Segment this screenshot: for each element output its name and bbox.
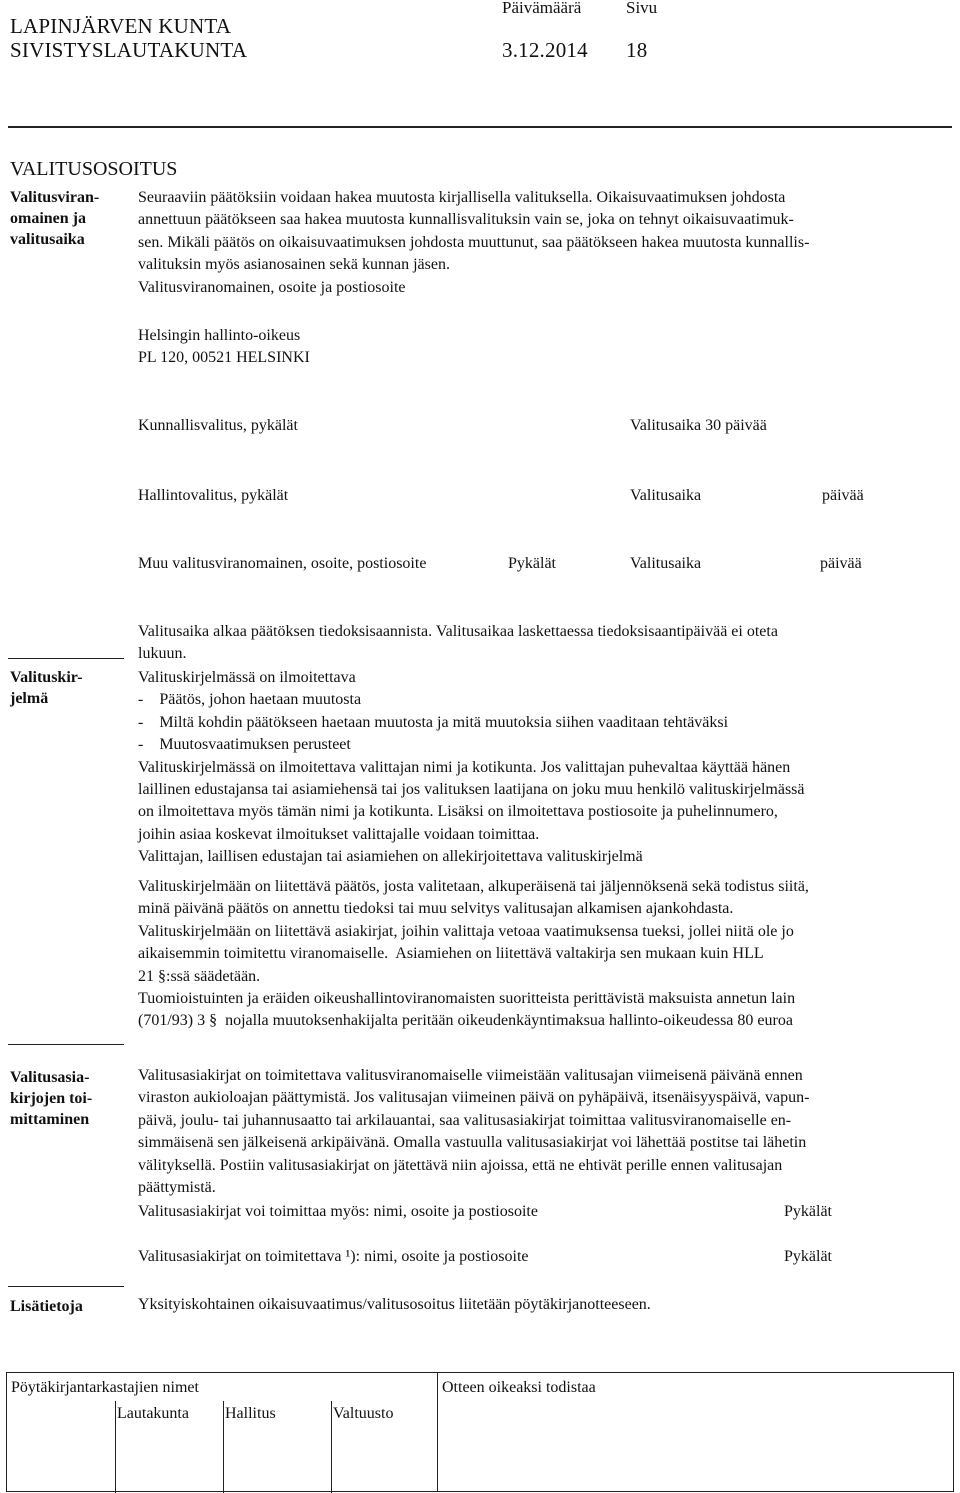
authority-text xyxy=(138,187,809,299)
section-title: VALITUSOSOITUS xyxy=(10,158,178,180)
text-line: Valittajan, laillisen edustajan tai asiamiehen on allekirjoitettava valituskirjelmä xyxy=(138,848,643,866)
section-divider xyxy=(8,658,124,659)
text-line: lukuun. xyxy=(138,645,187,663)
delivery-label-line: kirjojen toi- xyxy=(10,1090,93,1107)
appeal-letter-label-line: jelmä xyxy=(10,690,49,707)
appeal-period-note xyxy=(138,621,778,666)
delivery-text xyxy=(138,1065,809,1199)
certification-box xyxy=(437,1372,954,1492)
appeal-attachments-text xyxy=(138,876,809,1033)
authority-label-line: omainen ja xyxy=(10,210,86,227)
municipal-appeal-period: Valitusaika 30 päivää xyxy=(630,417,767,434)
delivery-alternative-label: Valitusasiakirjat voi toimittaa myös: nimi, osoite ja postiosoite xyxy=(138,1203,538,1220)
text-line: annettuun päätökseen saa hakea muutosta kunnallisvalituksin vain se, joka on tehnyt oikaisuvaatimuk- xyxy=(138,211,794,229)
administrative-appeal-period: Valitusaika xyxy=(630,487,702,504)
section-divider xyxy=(8,1286,124,1287)
text-line: Valituskirjelmässä on ilmoitettava valittajan nimi ja kotikunta. Jos valittajan puhevaltaa käyttää hänen xyxy=(138,758,791,776)
appeal-letter-label xyxy=(10,667,83,709)
delivery-required-label: Valitusasiakirjat on toimitettava ¹): nimi, osoite ja postiosoite xyxy=(138,1248,529,1265)
text-line: joihin asiaa koskevat ilmoitukset valittajalle voidaan toimittaa. xyxy=(138,825,540,843)
other-authority-period: Valitusaika xyxy=(630,555,702,572)
text-line: Tuomioistuinten ja eräiden oikeushallintoviranomaisten suoritteista perittävistä maksuista annetun lain xyxy=(138,990,796,1008)
text-line: valituksin myös asianosainen sekä kunnan jäsen. xyxy=(138,256,450,274)
delivery-label xyxy=(10,1067,92,1130)
delivery-alternative-sections: Pykälät xyxy=(784,1203,832,1220)
text-line: Valituskirjelmään on liitettävä asiakirjat, joihin valittaja vetoaa vaatimuksensa tueksi, jollei niitä ole jo xyxy=(138,922,794,940)
organization-name: LAPINJÄRVEN KUNTA xyxy=(10,14,232,38)
text-line: minä päivänä päätös on annettu tiedoksi tai muu selvitys valitusajan alkamisen ajankohdasta. xyxy=(138,900,734,918)
authority-label-line: Valitusviran- xyxy=(10,189,100,206)
text-line: viraston aukioloajan päättymistä. Jos valitusajan viimeinen päivä on pyhäpäivä, itsenäisyyspäivä, vapun- xyxy=(138,1089,810,1107)
header-divider xyxy=(8,126,952,128)
page-number: 18 xyxy=(626,38,648,62)
delivery-label-line: mittaminen xyxy=(10,1111,90,1128)
court-name: Helsingin hallinto-oikeus xyxy=(138,327,301,344)
additional-info-label: Lisätietoja xyxy=(10,1298,83,1315)
body-valtuusto: Valtuusto xyxy=(333,1405,394,1422)
column-divider xyxy=(331,1401,332,1493)
text-line: laillinen edustajansa tai asiamiehensä tai jos valituksen laatijana on joku muu henkilö valituskirjelmässä xyxy=(138,781,805,799)
administrative-appeal-label: Hallintovalitus, pykälät xyxy=(138,487,289,504)
other-authority-days: päivää xyxy=(820,555,862,572)
authority-label xyxy=(10,187,99,250)
text-line: Seuraaviin päätöksiin voidaan hakea muutosta kirjallisella valituksella. Oikaisuvaatimuksen johdosta xyxy=(138,189,786,206)
text-line: Valitusasiakirjat on toimitettava valitusviranomaiselle viimeistään valitusajan viimeisenä päivänä ennen xyxy=(138,1067,803,1084)
delivery-label-line: Valitusasia- xyxy=(10,1069,90,1086)
authority-label-line: valitusaika xyxy=(10,231,85,248)
column-divider xyxy=(115,1401,116,1493)
text-line: sen. Mikäli päätös on oikaisuvaatimuksen johdosta muuttunut, saa päätökseen hakea muutosta kunnallis- xyxy=(138,233,810,251)
other-authority-sections: Pykälät xyxy=(508,555,556,572)
body-lautakunta: Lautakunta xyxy=(117,1405,189,1422)
appeal-letter-label-line: Valituskir- xyxy=(10,669,83,686)
text-line: aikaisemmin toimitettu viranomaiselle. Asiamiehen on liitettävä valtakirja sen mukaan kuin HLL xyxy=(138,945,764,963)
list-item: - Miltä kohdin päätökseen haetaan muutosta ja mitä muutoksia siihen vaaditaan tehtäväksi xyxy=(138,713,729,731)
date-label: Päivämäärä xyxy=(502,0,582,17)
administrative-appeal-days: päivää xyxy=(822,487,864,504)
other-authority-label: Muu valitusviranomainen, osoite, postiosoite xyxy=(138,555,427,572)
text-line: välityksellä. Postiin valitusasiakirjat on jätettävä niin ajoissa, että ne ehtivät perille ennen valitusajan xyxy=(138,1156,783,1174)
list-item: - Muutosvaatimuksen perusteet xyxy=(138,736,351,754)
verifiers-label: Pöytäkirjantarkastajien nimet xyxy=(11,1379,199,1396)
text-line: Valitusaika alkaa päätöksen tiedoksisaannista. Valitusaikaa laskettaessa tiedoksisaantipäivää ei oteta xyxy=(138,623,778,640)
verifiers-box xyxy=(6,1372,438,1492)
certification-label: Otteen oikeaksi todistaa xyxy=(442,1379,596,1396)
text-line: 21 §:ssä säädetään. xyxy=(138,967,261,985)
body-hallitus: Hallitus xyxy=(225,1405,276,1422)
additional-info-text: Yksityiskohtainen oikaisuvaatimus/valitusosoitus liitetään pöytäkirjanotteeseen. xyxy=(138,1296,651,1313)
text-line: päivä, joulu- tai juhannusaatto tai arkilauantai, saa valitusasiakirjat toimittaa valitusviranomaiselle en- xyxy=(138,1111,792,1129)
court-address: PL 120, 00521 HELSINKI xyxy=(138,349,310,366)
page-label: Sivu xyxy=(626,0,658,17)
column-divider xyxy=(223,1401,224,1493)
text-line: Valituskirjelmään on liitettävä päätös, josta valitetaan, alkuperäisenä tai jäljennöksenä sekä todistus siitä, xyxy=(138,878,809,895)
text-line: Valituskirjelmässä on ilmoitettava xyxy=(138,669,356,686)
text-line: (701/93) 3 § nojalla muutoksenhakijalta peritään oikeudenkäyntimaksua hallinto-oikeudessa 80 euroa xyxy=(138,1012,793,1030)
board-name: SIVISTYSLAUTAKUNTA xyxy=(10,38,248,62)
text-line: Valitusviranomainen, osoite ja postiosoite xyxy=(138,278,406,296)
document-date: 3.12.2014 xyxy=(502,38,588,62)
municipal-appeal-label: Kunnallisvalitus, pykälät xyxy=(138,417,298,434)
delivery-required-sections: Pykälät xyxy=(784,1248,832,1265)
list-item: - Päätös, johon haetaan muutosta xyxy=(138,691,362,709)
text-line: simmäisenä sen jälkeisenä arkipäivänä. Omalla vastuulla valitusasiakirjat voi lähettää postitse tai lähetin xyxy=(138,1134,807,1152)
appeal-letter-text xyxy=(138,667,805,869)
text-line: päättymistä. xyxy=(138,1179,216,1197)
text-line: on ilmoitettava myös tämän nimi ja kotikunta. Lisäksi on ilmoitettava postiosoite ja puhelinnumero, xyxy=(138,803,778,821)
section-divider xyxy=(8,1044,124,1045)
